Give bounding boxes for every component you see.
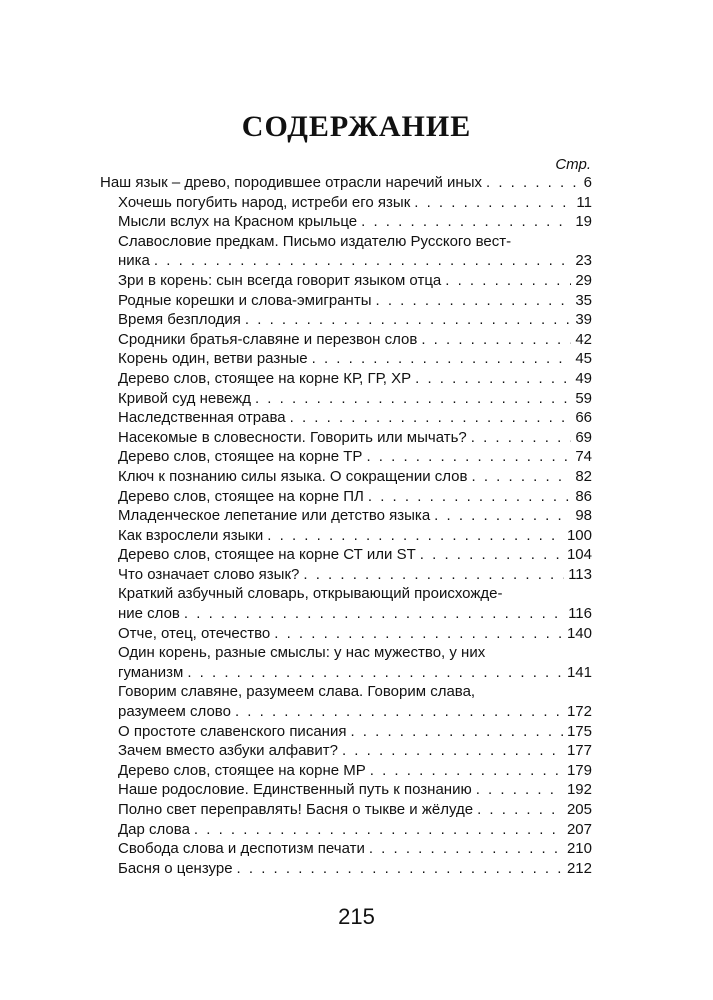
- toc-entry: [100, 408, 592, 428]
- toc-entry-title: Кривой суд невежд: [118, 389, 251, 407]
- toc-entry-title: Как взрослели языки: [118, 526, 264, 544]
- toc-entry: [100, 369, 592, 389]
- toc-entry: [100, 428, 592, 448]
- toc-entry-page: 35: [575, 291, 592, 309]
- toc-entry-page: 172: [566, 703, 592, 721]
- page-number: 215: [338, 904, 375, 929]
- toc-entry-title: разумеем слово: [118, 703, 231, 721]
- toc-entry-title: Краткий азбучный словарь, открывающий происхожде-: [118, 585, 503, 603]
- toc-entry: [100, 761, 592, 781]
- toc-entry-title: Говорим славяне, разумеем слава. Говорим слава,: [118, 683, 476, 701]
- dot-leader: [350, 722, 563, 742]
- table-of-contents: [100, 173, 592, 878]
- toc-entry: [100, 389, 592, 409]
- toc-entry-title: Один корень, разные смыслы: у нас мужество, у них: [118, 644, 486, 662]
- toc-entry-page: 69: [575, 428, 592, 446]
- toc-entry-title: Дерево слов, стоящее на корне ПЛ: [118, 487, 364, 505]
- toc-entry-title: Наш язык – древо, породившее отрасли наречий иных: [100, 174, 482, 191]
- toc-entry: [100, 193, 592, 213]
- dot-leader: [184, 604, 564, 624]
- toc-entry: [100, 682, 592, 721]
- dot-leader: [154, 251, 571, 271]
- dot-leader: [267, 526, 563, 546]
- toc-entry-title: Наследственная отрава: [118, 409, 286, 427]
- toc-entry: [100, 839, 592, 859]
- toc-entry: [100, 330, 592, 350]
- toc-entry-page: 210: [566, 840, 592, 858]
- toc-entry-page: 205: [566, 801, 592, 818]
- toc-entry-title: Мысли вслух на Красном крыльце: [118, 213, 358, 231]
- toc-entry-title: Насекомые в словесности. Говорить или мычать?: [118, 428, 467, 446]
- toc-entry: [100, 643, 592, 682]
- toc-entry-page: 45: [575, 350, 592, 368]
- dot-leader: [471, 467, 571, 487]
- dot-leader: [366, 447, 571, 467]
- dot-leader: [303, 565, 564, 585]
- toc-entry-page: 42: [575, 330, 592, 348]
- toc-entry-page: 100: [566, 526, 592, 544]
- toc-entry-title: ника: [118, 252, 150, 270]
- toc-entry-title: Дар слова: [118, 820, 190, 838]
- toc-entry-page: 86: [575, 487, 592, 505]
- toc-entry-page: 23: [575, 252, 592, 270]
- dot-leader: [486, 173, 580, 193]
- toc-entry: [100, 722, 592, 742]
- toc-entry: [100, 800, 592, 820]
- dot-leader: [290, 408, 572, 428]
- toc-entry-title: Дерево слов, стоящее на корне СТ или ST: [118, 546, 416, 564]
- dot-leader: [471, 428, 572, 448]
- toc-entry-title: Наше родословие. Единственный путь к познанию: [118, 781, 472, 799]
- toc-entry-page: 175: [566, 722, 592, 740]
- toc-entry-title: Зачем вместо азбуки алфавит?: [118, 742, 338, 760]
- toc-entry-title: Славословие предкам. Письмо издателю Русского вест-: [118, 232, 512, 250]
- toc-entry: [100, 565, 592, 585]
- toc-entry-page: 6: [583, 174, 592, 191]
- dot-leader: [370, 761, 563, 781]
- toc-entry-page: 141: [566, 663, 592, 681]
- toc-entry-title: Ключ к познанию силы языка. О сокращении слов: [118, 467, 468, 485]
- toc-entry: [100, 780, 592, 800]
- toc-entry: [100, 271, 592, 291]
- toc-entry-title: Время безплодия: [118, 311, 241, 329]
- toc-entry: [100, 447, 592, 467]
- toc-entry-page: 192: [566, 781, 592, 799]
- toc-entry: [100, 173, 592, 193]
- toc-entry: [100, 291, 592, 311]
- toc-entry-title: Что означает слово язык?: [118, 565, 300, 583]
- toc-entry-page: 212: [566, 859, 592, 877]
- dot-leader: [434, 506, 571, 526]
- toc-entry-title: Младенческое лепетание или детство языка: [118, 507, 431, 525]
- toc-entry-title: Отче, отец, отечество: [118, 624, 271, 642]
- dot-leader: [476, 780, 563, 800]
- toc-entry-page: 19: [575, 213, 592, 231]
- toc-entry-page: 11: [576, 193, 592, 211]
- toc-entry: [100, 624, 592, 644]
- toc-entry-page: 82: [575, 467, 592, 485]
- toc-entry-title: О простоте славенского писания: [118, 722, 347, 740]
- dot-leader: [274, 624, 563, 644]
- toc-entry-page: 140: [566, 624, 592, 642]
- toc-entry-title: Свобода слова и деспотизм печати: [118, 840, 365, 858]
- toc-entry-title: ние слов: [118, 605, 180, 623]
- toc-entry-title: Корень один, ветви разные: [118, 350, 308, 368]
- toc-entry-title: Полно свет переправлять! Басня о тыкве и жёлуде: [118, 801, 474, 818]
- toc-entry-page: 98: [575, 507, 592, 525]
- toc-entry-page: 29: [575, 271, 592, 289]
- dot-leader: [235, 702, 563, 722]
- toc-entry-page: 179: [566, 761, 592, 779]
- toc-entry-page: 207: [566, 820, 592, 838]
- dot-leader: [415, 369, 571, 389]
- toc-entry-title: Родные корешки и слова-эмигранты: [118, 291, 372, 309]
- toc-entry-title: гуманизм: [118, 663, 184, 681]
- dot-leader: [445, 271, 571, 291]
- toc-entry-page: 74: [575, 448, 592, 466]
- toc-entry: [100, 820, 592, 840]
- toc-entry: [100, 232, 592, 271]
- toc-entry-page: 39: [575, 311, 592, 329]
- toc-entry-page: 49: [575, 369, 592, 387]
- toc-entry-title: Дерево слов, стоящее на корне ТР: [118, 448, 363, 466]
- toc-entry-page: 104: [566, 546, 592, 564]
- dot-leader: [421, 330, 571, 350]
- dot-leader: [255, 389, 571, 409]
- dot-leader: [194, 820, 563, 840]
- page-title: СОДЕРЖАНИЕ: [241, 110, 472, 143]
- toc-entry: [100, 584, 592, 623]
- dot-leader: [187, 663, 563, 683]
- toc-entry-page: 116: [568, 605, 592, 623]
- toc-entry-title: Дерево слов, стоящее на корне КР, ГР, ХР: [118, 369, 412, 387]
- toc-entry-title: Хочешь погубить народ, истреби его язык: [118, 193, 411, 211]
- toc-entry: [100, 212, 592, 232]
- toc-entry-title: Сродники братья-славяне и перезвон слов: [118, 330, 418, 348]
- toc-entry: [100, 859, 592, 879]
- dot-leader: [342, 741, 563, 761]
- toc-entry-page: 66: [575, 409, 592, 427]
- dot-leader: [361, 212, 571, 232]
- dot-leader: [414, 193, 572, 213]
- toc-entry-page: 177: [566, 742, 592, 760]
- toc-entry: [100, 487, 592, 507]
- toc-entry: [100, 545, 592, 565]
- toc-entry-page: 59: [575, 389, 592, 407]
- dot-leader: [369, 839, 563, 859]
- toc-entry: [100, 741, 592, 761]
- dot-leader: [420, 545, 563, 565]
- dot-leader: [312, 349, 572, 369]
- dot-leader: [375, 291, 571, 311]
- dot-leader: [245, 310, 571, 330]
- toc-entry: [100, 310, 592, 330]
- dot-leader: [237, 859, 563, 879]
- toc-entry: [100, 506, 592, 526]
- toc-entry: [100, 349, 592, 369]
- toc-entry-title: Дерево слов, стоящее на корне МР: [118, 761, 366, 779]
- pages-column-label: Стр.: [555, 156, 591, 173]
- toc-entry-title: Басня о цензуре: [118, 859, 233, 877]
- toc-entry: [100, 467, 592, 487]
- toc-entry-page: 113: [568, 565, 592, 583]
- toc-entry-title: Зри в корень: сын всегда говорит языком отца: [118, 271, 442, 289]
- dot-leader: [477, 800, 563, 820]
- toc-entry: [100, 526, 592, 546]
- dot-leader: [368, 487, 571, 507]
